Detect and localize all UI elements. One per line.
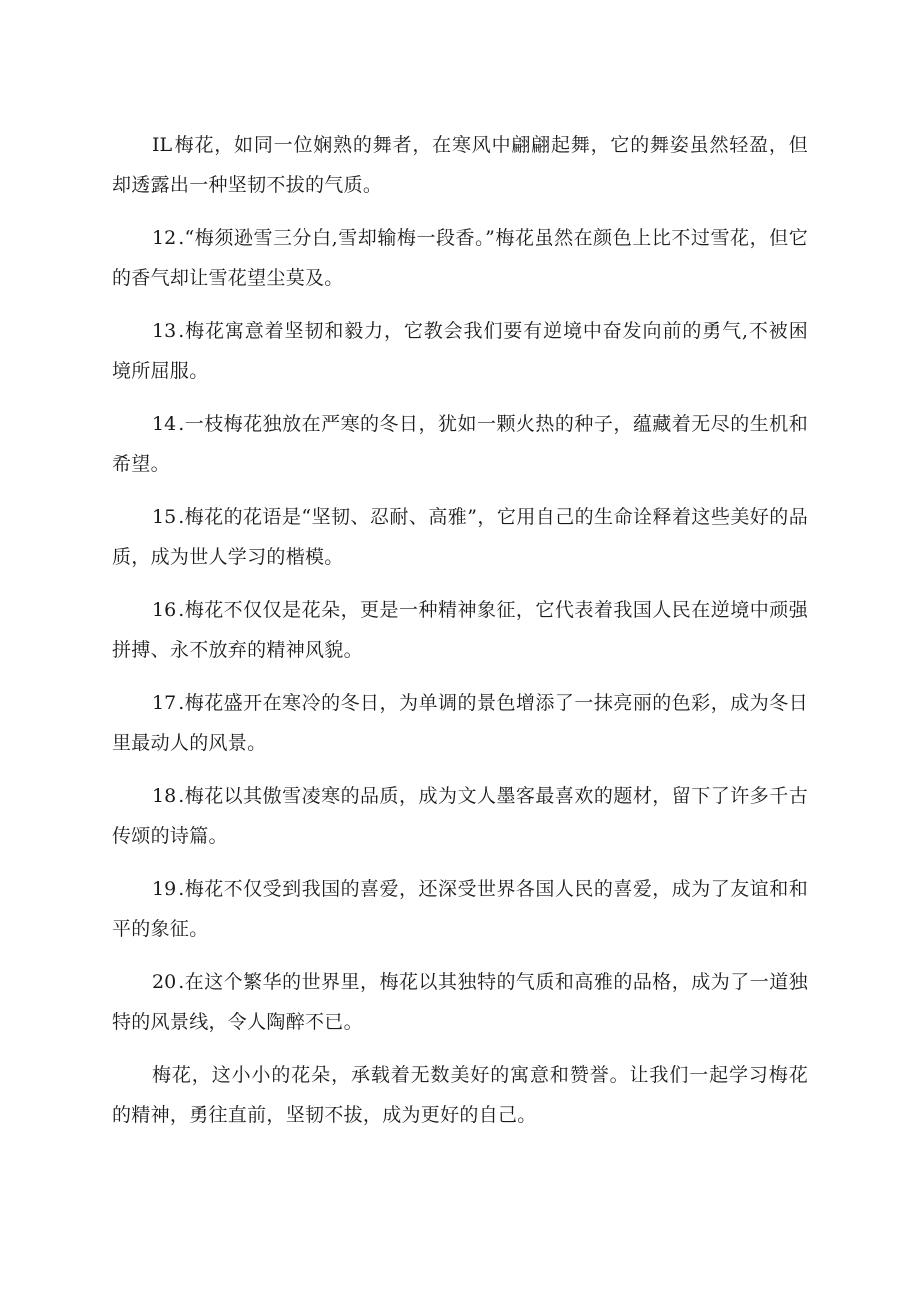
paragraph-item-11: [112, 125, 808, 205]
item-number: 14: [152, 413, 177, 435]
paragraph-item-12: [112, 218, 808, 298]
paragraph-item-18: [112, 776, 808, 856]
paragraph-item-17: [112, 683, 808, 763]
paragraph-item-15: [112, 497, 808, 577]
paragraph-text: .梅花不仅受到我国的喜爱，还深受世界各国人民的喜爱，成为了友谊和和平的象征。: [112, 878, 808, 940]
item-number: 18: [152, 785, 177, 807]
paragraph-conclusion: [112, 1055, 808, 1135]
item-number: 17: [152, 692, 177, 714]
paragraph-text: .“梅须逊雪三分白,雪却输梅一段香。”梅花虽然在颜色上比不过雪花，但它的香气却让雪花望尘莫及。: [112, 227, 808, 289]
paragraph-text: 梅花，这小小的花朵，承载着无数美好的寓意和赞誉。让我们一起学习梅花的精神，勇往直前，坚韧不拔，成为更好的自己。: [112, 1064, 808, 1126]
item-number: 13: [152, 320, 177, 342]
document-body: [112, 125, 808, 1148]
paragraph-text: .梅花寓意着坚韧和毅力，它教会我们要有逆境中奋发向前的勇气,不被困境所屈服。: [112, 320, 808, 382]
paragraph-item-19: [112, 869, 808, 949]
paragraph-item-20: [112, 962, 808, 1042]
paragraph-text: 梅花，如同一位娴熟的舞者，在寒风中翩翩起舞，它的舞姿虽然轻盈，但却透露出一种坚韧不拔的气质。: [112, 134, 808, 196]
item-number: IL: [152, 134, 173, 156]
item-number: 15: [152, 506, 177, 528]
item-number: 20: [152, 971, 177, 993]
paragraph-text: .一枝梅花独放在严寒的冬日，犹如一颗火热的种子，蕴藏着无尽的生机和希望。: [112, 413, 808, 475]
paragraph-text: .梅花盛开在寒冷的冬日，为单调的景色增添了一抹亮丽的色彩，成为冬日里最动人的风景。: [112, 692, 808, 754]
paragraph-text: .梅花的花语是“坚韧、忍耐、高雅”，它用自己的生命诠释着这些美好的品质，成为世人学习的楷模。: [112, 506, 808, 568]
item-number: 19: [152, 878, 177, 900]
paragraph-item-14: [112, 404, 808, 484]
paragraph-text: .梅花不仅仅是花朵，更是一种精神象征，它代表着我国人民在逆境中顽强拼搏、永不放弃的精神风貌。: [112, 599, 808, 661]
paragraph-item-16: [112, 590, 808, 670]
paragraph-text: .在这个繁华的世界里，梅花以其独特的气质和高雅的品格，成为了一道独特的风景线，令人陶醉不已。: [112, 971, 808, 1033]
paragraph-item-13: [112, 311, 808, 391]
paragraph-text: .梅花以其傲雪凌寒的品质，成为文人墨客最喜欢的题材，留下了许多千古传颂的诗篇。: [112, 785, 808, 847]
item-number: 16: [152, 599, 177, 621]
item-number: 12: [152, 227, 177, 249]
